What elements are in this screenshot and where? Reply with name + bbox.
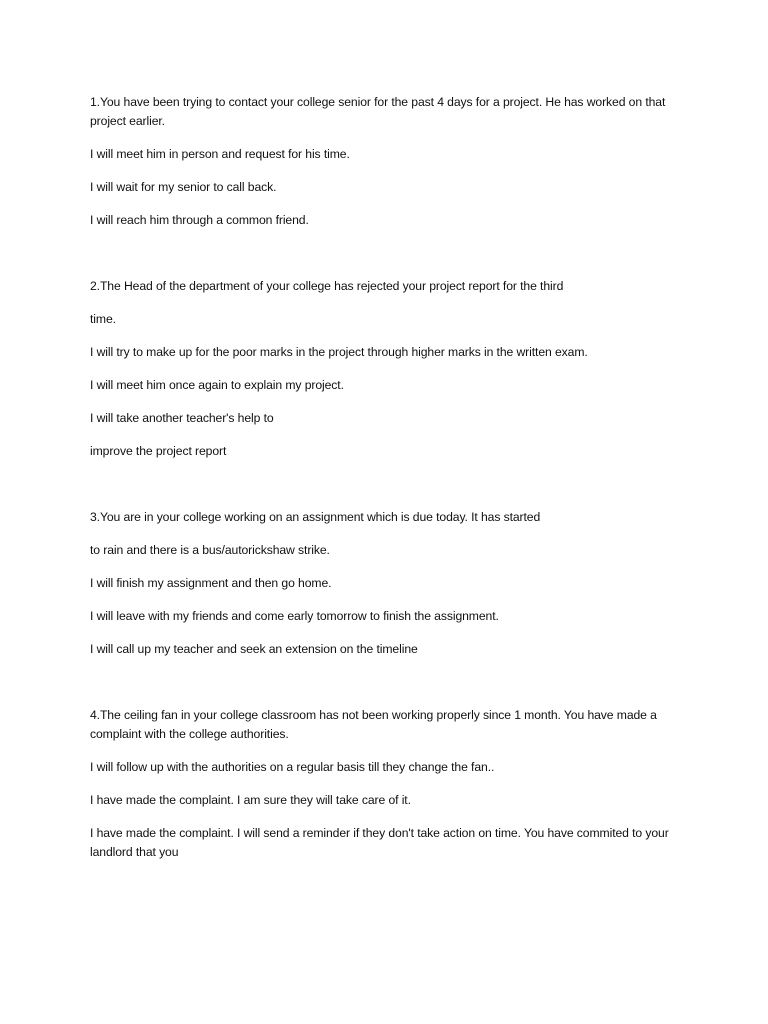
- question-4-option-2: I have made the complaint. I am sure they will take care of it.: [90, 793, 411, 807]
- question-4-prompt: 4.The ceiling fan in your college classroom has not been working properly since 1 month. You have made a complaint with the college authorities.: [90, 708, 657, 741]
- question-3-option-2: I will leave with my friends and come early tomorrow to finish the assignment.: [90, 609, 499, 623]
- question-3-prompt: 3.You are in your college working on an assignment which is due today. It has started: [90, 510, 541, 524]
- question-2-prompt-continued: time.: [90, 312, 116, 326]
- question-2-option-3-continued: improve the project report: [90, 444, 227, 458]
- question-2-prompt: 2.The Head of the department of your college has rejected your project report for the third: [90, 279, 564, 293]
- question-3-option-1: I will finish my assignment and then go home.: [90, 576, 332, 590]
- question-1-option-1: I will meet him in person and request for his time.: [90, 147, 350, 161]
- question-1-option-2: I will wait for my senior to call back.: [90, 180, 277, 194]
- question-2-option-2: I will meet him once again to explain my project.: [90, 378, 344, 392]
- question-4-option-3: I have made the complaint. I will send a reminder if they don't take action on time. You have commited to your landlord that you: [90, 826, 669, 859]
- question-1-prompt: 1.You have been trying to contact your college senior for the past 4 days for a project. He has worked on that project earlier.: [90, 95, 666, 128]
- question-3-option-3: I will call up my teacher and seek an extension on the timeline: [90, 642, 418, 656]
- question-1-option-3: I will reach him through a common friend.: [90, 213, 309, 227]
- document-body: [90, 93, 700, 862]
- question-3-prompt-continued: to rain and there is a bus/autorickshaw strike.: [90, 543, 330, 557]
- question-2-option-1: I will try to make up for the poor marks in the project through higher marks in the written exam.: [90, 345, 588, 359]
- question-4-option-1: I will follow up with the authorities on a regular basis till they change the fan..: [90, 760, 495, 774]
- question-2-option-3: I will take another teacher's help to: [90, 411, 274, 425]
